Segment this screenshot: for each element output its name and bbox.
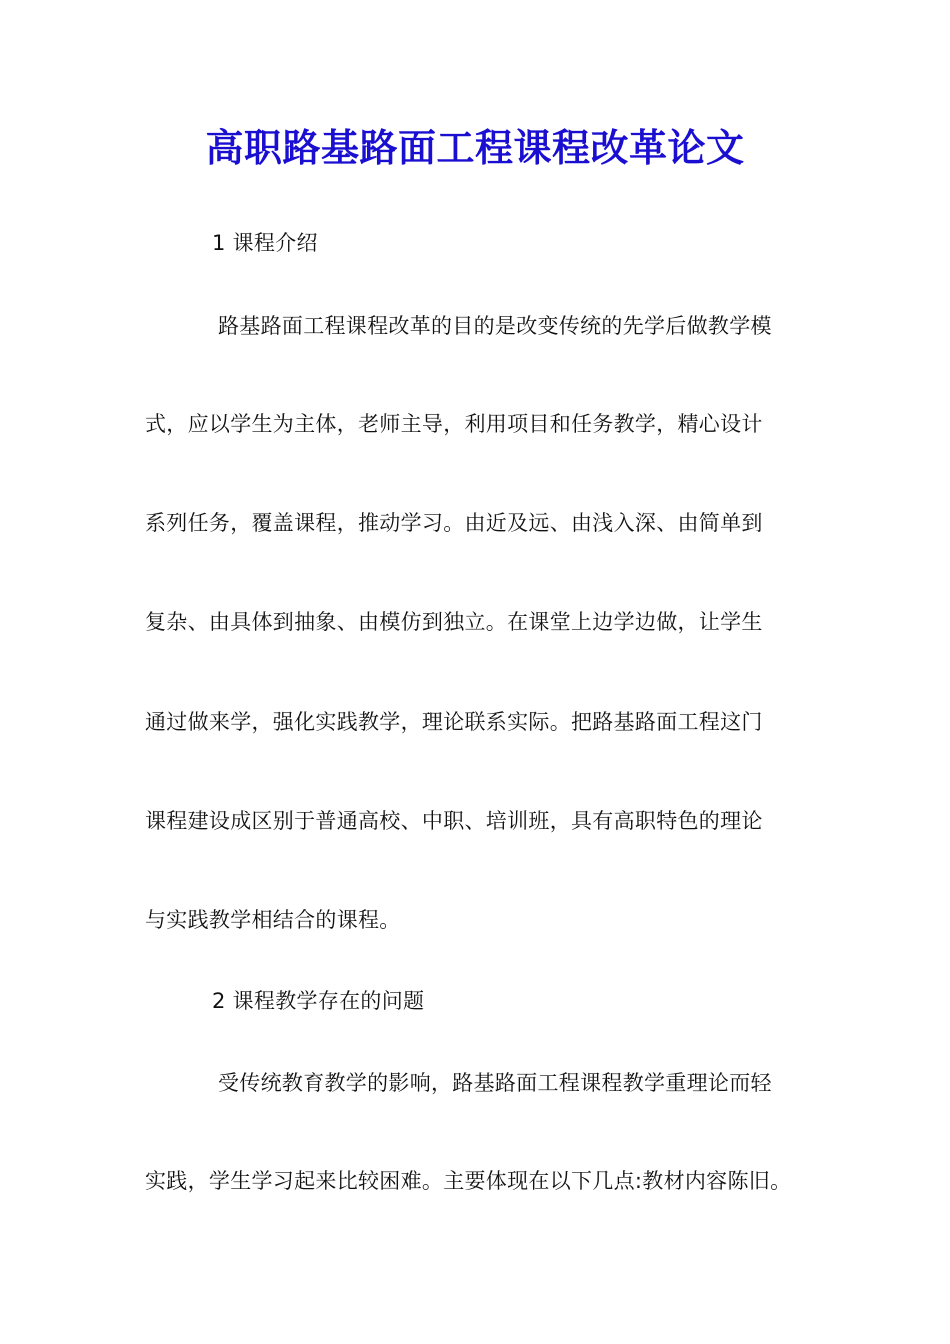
paragraph-line: 式，应以学生为主体，老师主导，利用项目和任务教学，精心设计 [145,412,763,436]
section-heading-2: 2 课程教学存在的问题 [212,989,425,1013]
paragraph-line: 系列任务，覆盖课程，推动学习。由近及远、由浅入深、由简单到 [145,511,763,535]
paragraph-line: 与实践教学相结合的课程。 [145,908,401,932]
section-heading-1: 1 课程介绍 [212,231,318,255]
document-title: 高职路基路面工程课程改革论文 [205,125,745,170]
paragraph-line: 课程建设成区别于普通高校、中职、培训班，具有高职特色的理论 [145,809,763,833]
paragraph-line: 通过做来学，强化实践教学，理论联系实际。把路基路面工程这门 [145,710,763,734]
paragraph-line: 路基路面工程课程改革的目的是改变传统的先学后做教学模 [218,314,772,338]
paragraph-line: 受传统教育教学的影响，路基路面工程课程教学重理论而轻 [218,1071,772,1095]
paragraph-line: 复杂、由具体到抽象、由模仿到独立。在课堂上边学边做，让学生 [145,610,763,634]
paragraph-line: 实践，学生学习起来比较困难。主要体现在以下几点:教材内容陈旧。 [145,1169,792,1193]
